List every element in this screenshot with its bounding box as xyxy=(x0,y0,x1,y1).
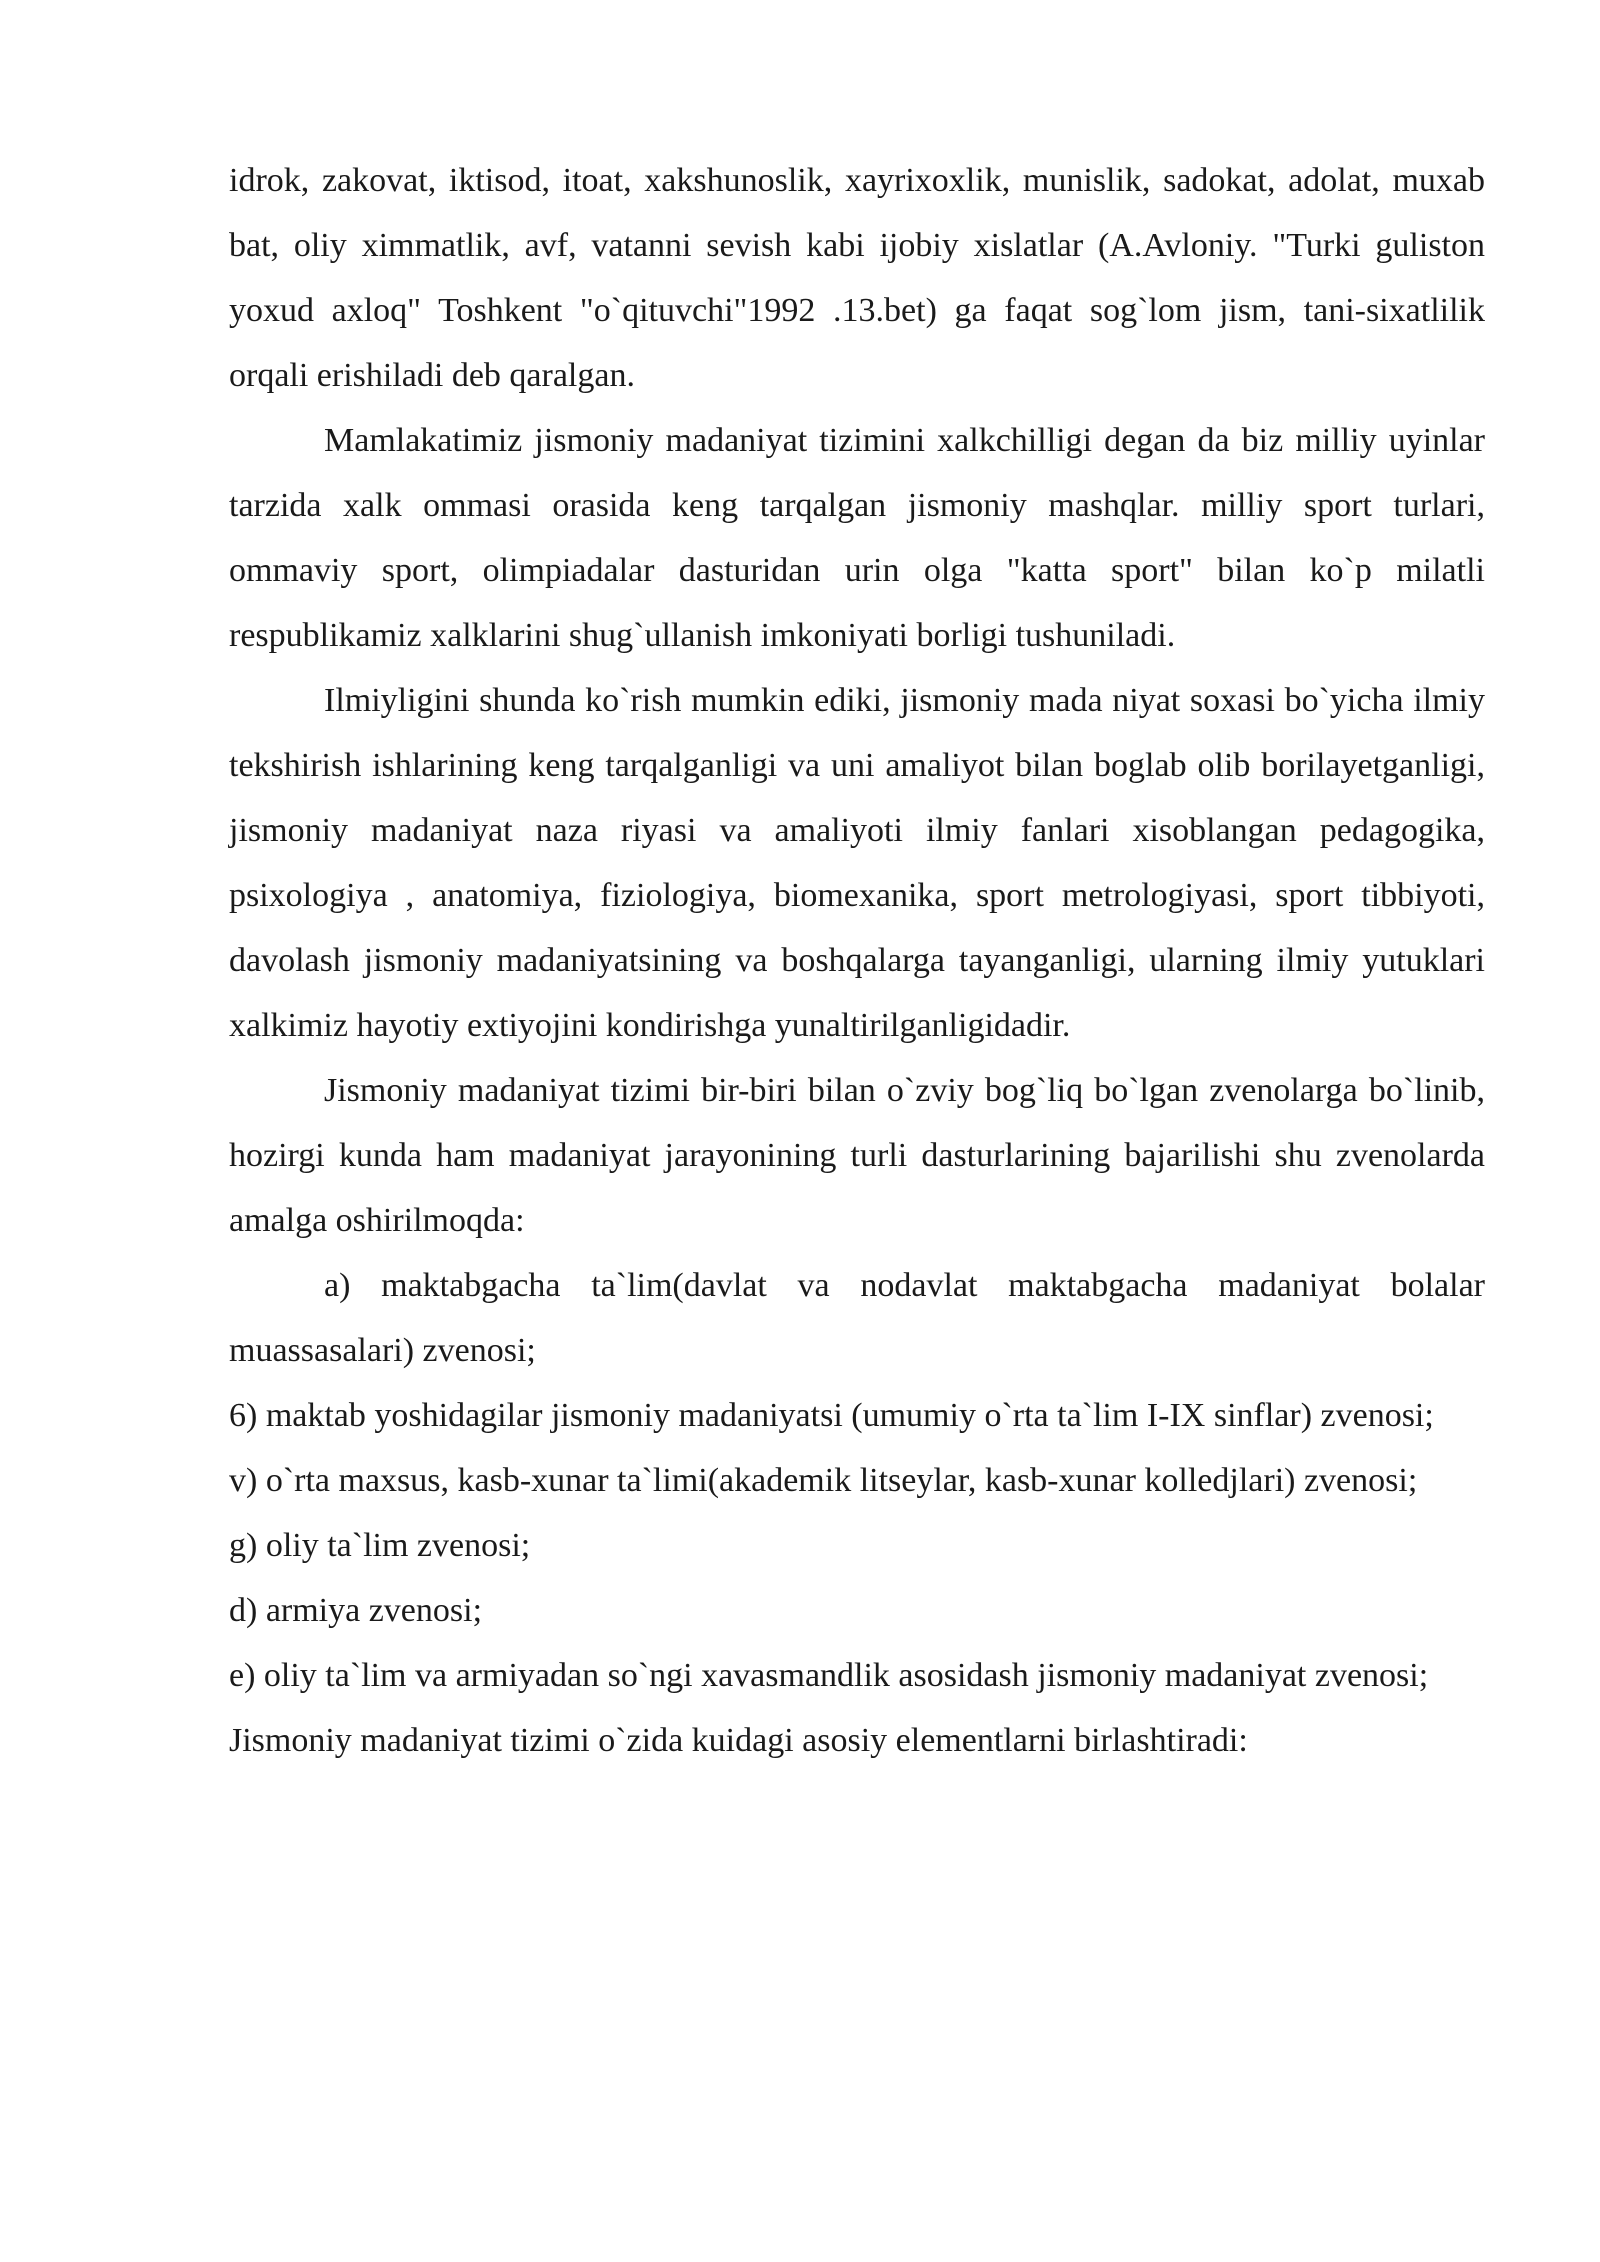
paragraph-mass-character: Mamlakatimiz jismoniy madaniyat tizimini xalkchilligi degan da biz milliy uyinlar tarzida xalk ommasi orasida keng tarqalgan jismoniy mashqlar. milliy sport turlari, ommaviy sport, olimpiadalar dasturidan urin olga "katta sport" bilan ko`p milatli respublikamiz xalklarini shug`ullanish imkoniyati borligi tushuniladi. xyxy=(229,422,1485,654)
list-item-amateur: e) oliy ta`lim va armiyadan so`ngi xavasmandlik asosidash jismoniy madaniyat zvenosi; xyxy=(229,1657,1429,1694)
paragraph-scientific-character: Ilmiyligini shunda ko`rish mumkin ediki, jismoniy mada niyat soxasi bo`yicha ilmiy tekshirish ishlarining keng tarqalganligi va uni amaliyot bilan boglab olib borilayetganligi, jismoniy madaniyat naza riyasi va amaliyoti ilmiy fanlari xisoblangan pedagogika, psixologiya , anatomiya, fiziologiya, biomexanika, sport metrologiyasi, sport tibbiyoti, davolash jismoniy madaniyatsining va boshqalarga tayanganligi, ularning ilmiy yutuklari xalkimiz hayotiy extiyojini kondirishga yunaltirilganligidadir. xyxy=(229,682,1485,1044)
list-item-vocational: v) o`rta maxsus, kasb-xunar ta`limi(akademik litseylar, kasb-xunar kolledjlari) zvenosi; xyxy=(229,1462,1418,1499)
document-body xyxy=(229,148,1485,1773)
paragraph-system-links: Jismoniy madaniyat tizimi bir-biri bilan o`zviy bog`liq bo`lgan zvenolarga bo`linib, hozirgi kunda ham madaniyat jarayonining turli dasturlarining bajarilishi shu zvenolarda amalga oshirilmoqda: xyxy=(229,1072,1485,1239)
list-item-higher-education: g) oliy ta`lim zvenosi; xyxy=(229,1527,531,1564)
paragraph-system-elements: Jismoniy madaniyat tizimi o`zida kuidagi asosiy elementlarni birlashtiradi: xyxy=(229,1722,1248,1759)
list-item-school-age: 6) maktab yoshidagilar jismoniy madaniyatsi (umumiy o`rta ta`lim I-IX sinflar) zvenosi; xyxy=(229,1397,1434,1434)
list-item-army: d) armiya zvenosi; xyxy=(229,1592,483,1629)
paragraph-intro-continuation: idrok, zakovat, iktisod, itoat, xakshunoslik, xayrixoxlik, munislik, sadokat, adolat, muxab bat, oliy ximmatlik, avf, vatanni sevish kabi ijobiy xislatlar (A.Avloniy. "Turki guliston yoxud axloq" Toshkent "o`qituvchi"1992 .13.bet) ga faqat sog`lom jism, tani-sixatlilik orqali erishiladi deb qaralgan. xyxy=(229,162,1485,394)
list-item-preschool: a) maktabgacha ta`lim(davlat va nodavlat maktabgacha madaniyat bolalar muassasalari) zvenosi; xyxy=(229,1267,1485,1369)
